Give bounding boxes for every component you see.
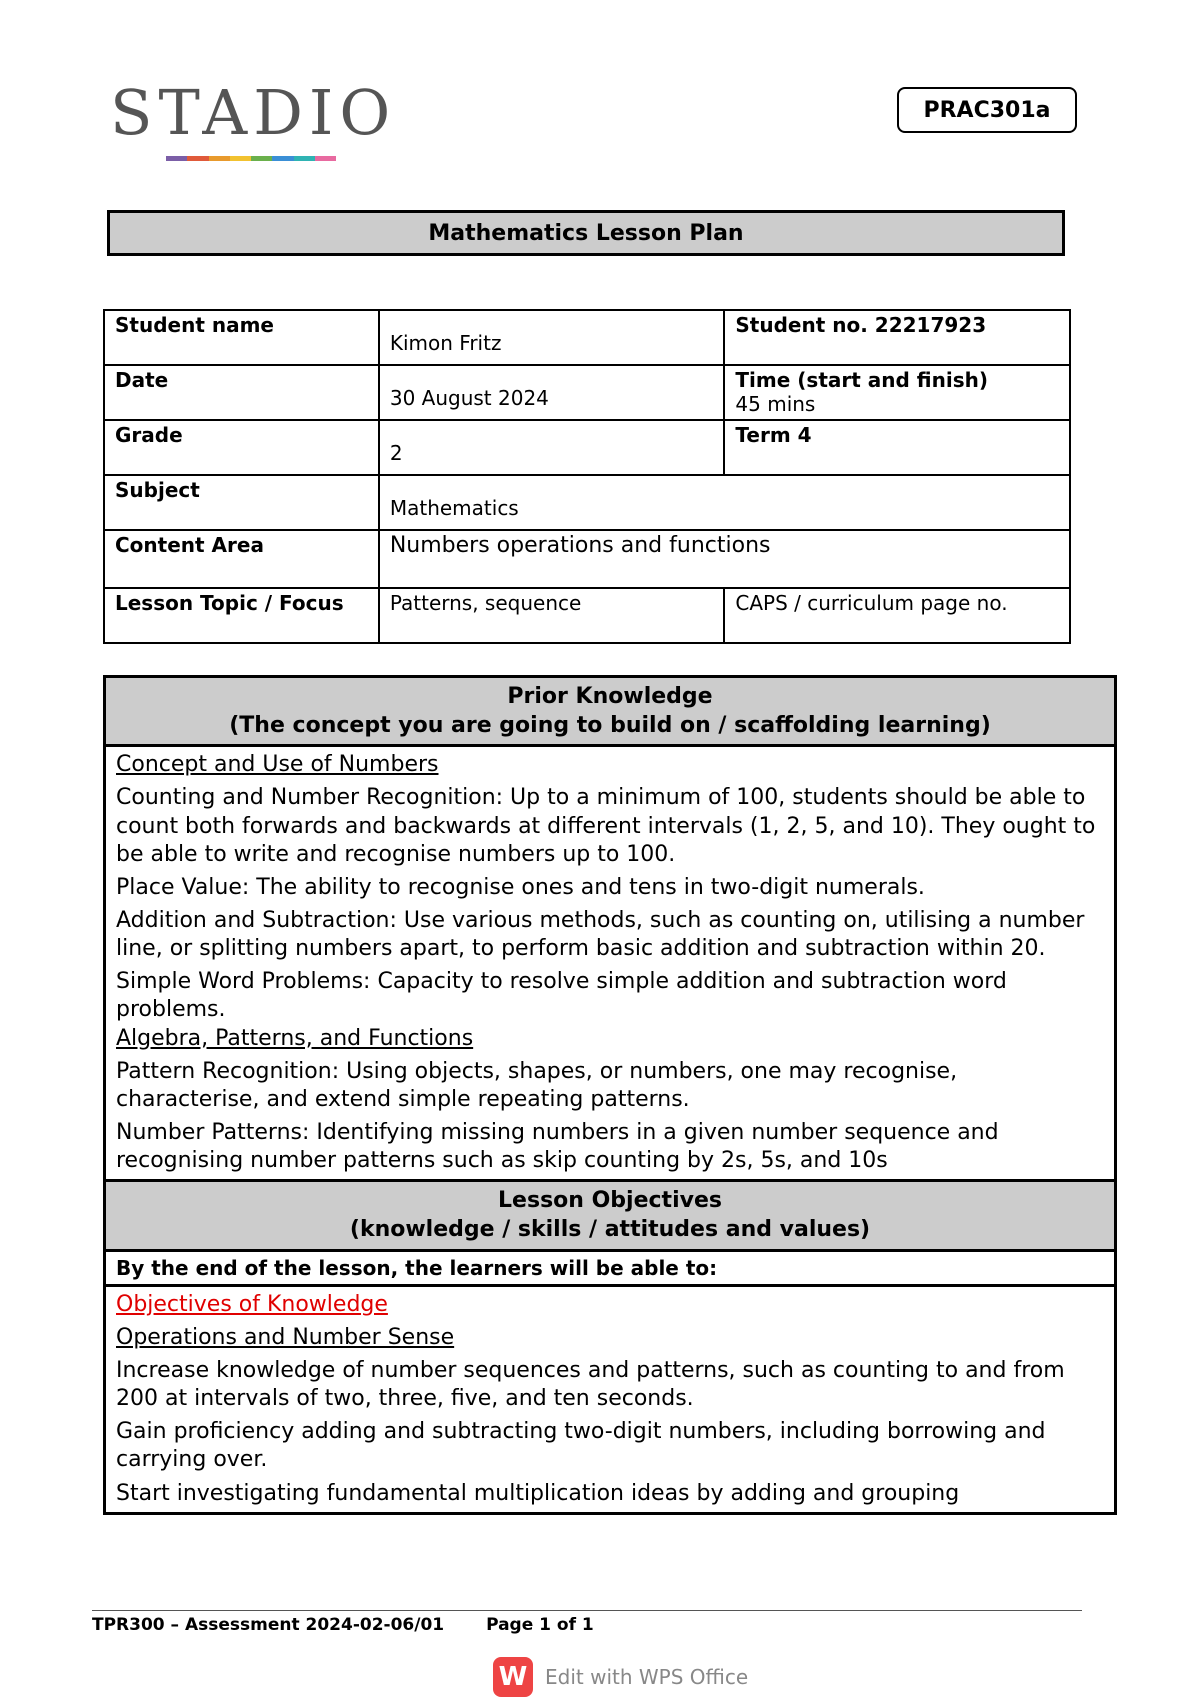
- objectives-paragraph: Start investigating fundamental multiplication ideas by adding and grouping: [116, 1480, 960, 1506]
- topic-label: Lesson Topic / Focus: [104, 588, 379, 643]
- footer-doc-ref: TPR300 – Assessment 2024-02-06/01: [92, 1615, 445, 1635]
- objectives-paragraph: Increase knowledge of number sequences and patterns, such as counting to and from 200 at intervals of two, three, five, and ten seconds.: [116, 1357, 1065, 1412]
- logo-bar-segment: [209, 156, 230, 161]
- subject-cell: [379, 475, 1070, 530]
- prior-knowledge-body: [106, 747, 1114, 1182]
- objectives-intro: By the end of the lesson, the learners will be able to:: [106, 1252, 1114, 1287]
- page-title: Mathematics Lesson Plan: [107, 210, 1065, 256]
- logo-bar-segment: [166, 156, 187, 161]
- grade-value: 2: [389, 441, 403, 465]
- prior-subheading-algebra: Algebra, Patterns, and Functions: [116, 1025, 474, 1051]
- prior-paragraph: Pattern Recognition: Using objects, shapes, or numbers, one may recognise, characterise, and extend simple repeating patterns.: [116, 1058, 958, 1112]
- prior-heading-subtitle: (The concept you are going to build on / scaffolding learning): [229, 712, 991, 738]
- logo-bar-segment: [315, 156, 336, 161]
- objectives-heading-title: Lesson Objectives: [498, 1188, 722, 1214]
- subject-value: Mathematics: [389, 496, 519, 520]
- student-name-value: Kimon Fritz: [389, 331, 502, 355]
- subject-label: Subject: [104, 475, 379, 530]
- objectives-body: [106, 1287, 1114, 1512]
- caps-label: CAPS / curriculum page no.: [724, 588, 1070, 643]
- footer-divider: [92, 1610, 1082, 1611]
- content-area-value: Numbers operations and functions: [379, 530, 1070, 588]
- prior-paragraph: Addition and Subtraction: Use various methods, such as counting on, utilising a number line, or splitting numbers apart, to perform basic addition and subtraction within 20.: [116, 907, 1085, 962]
- date-cell: [379, 365, 725, 420]
- student-name-cell: [379, 310, 725, 365]
- prior-paragraph: Place Value: The ability to recognise ones and tens in two-digit numerals.: [116, 874, 925, 900]
- time-value: 45 mins: [735, 392, 816, 416]
- grade-cell: [379, 420, 725, 475]
- logo-bar-segment: [251, 156, 272, 161]
- objectives-knowledge-heading: Objectives of Knowledge: [116, 1291, 388, 1317]
- date-value: 30 August 2024: [389, 386, 549, 410]
- wps-edit-link[interactable]: [493, 1657, 748, 1697]
- logo-color-bar: [166, 156, 336, 161]
- date-label: Date: [104, 365, 379, 420]
- prior-paragraph: Number Patterns: Identifying missing numbers in a given number sequence and recognising number patterns such as skip counting by 2s, 5s, and 10s: [116, 1120, 999, 1174]
- footer-page: Page 1 of 1: [486, 1615, 594, 1635]
- prior-knowledge-heading: [106, 678, 1114, 747]
- logo-bar-segment: [187, 156, 208, 161]
- term-value: Term 4: [724, 420, 1070, 475]
- module-code: PRAC301a: [897, 87, 1077, 133]
- logo-bar-segment: [272, 156, 293, 161]
- objectives-heading-subtitle: (knowledge / skills / attitudes and values): [349, 1216, 871, 1242]
- wps-label: Edit with WPS Office: [545, 1665, 749, 1689]
- prior-subheading-numbers: Concept and Use of Numbers: [116, 752, 439, 778]
- student-name-label: Student name: [104, 310, 379, 365]
- prior-paragraph: Simple Word Problems: Capacity to resolve simple addition and subtraction word problems.: [116, 969, 1007, 1023]
- grade-label: Grade: [104, 420, 379, 475]
- logo-bar-segment: [230, 156, 251, 161]
- content-area-label: Content Area: [104, 530, 379, 588]
- logo-text: STADIO: [110, 76, 397, 149]
- prior-knowledge-section: [103, 675, 1117, 1515]
- time-label: Time (start and finish): [735, 368, 988, 392]
- objectives-subheading: Operations and Number Sense: [116, 1324, 455, 1350]
- student-info-table: [103, 309, 1071, 644]
- wps-icon: W: [493, 1657, 533, 1697]
- topic-value: Patterns, sequence: [379, 588, 725, 643]
- stadio-logo: [110, 76, 397, 161]
- prior-heading-title: Prior Knowledge: [507, 684, 713, 709]
- logo-bar-segment: [294, 156, 315, 161]
- time-cell: [724, 365, 1070, 420]
- student-no: Student no. 22217923: [724, 310, 1070, 365]
- objectives-paragraph: Gain proficiency adding and subtracting two-digit numbers, including borrowing and carrying over.: [116, 1419, 1046, 1473]
- prior-paragraph: Counting and Number Recognition: Up to a minimum of 100, students should be able to count both forwards and backwards at different intervals (1, 2, 5, and 10). They ought to be able to write and recognise numbers up to 100.: [116, 785, 1096, 867]
- footer: [92, 1615, 594, 1635]
- objectives-heading: [106, 1182, 1114, 1251]
